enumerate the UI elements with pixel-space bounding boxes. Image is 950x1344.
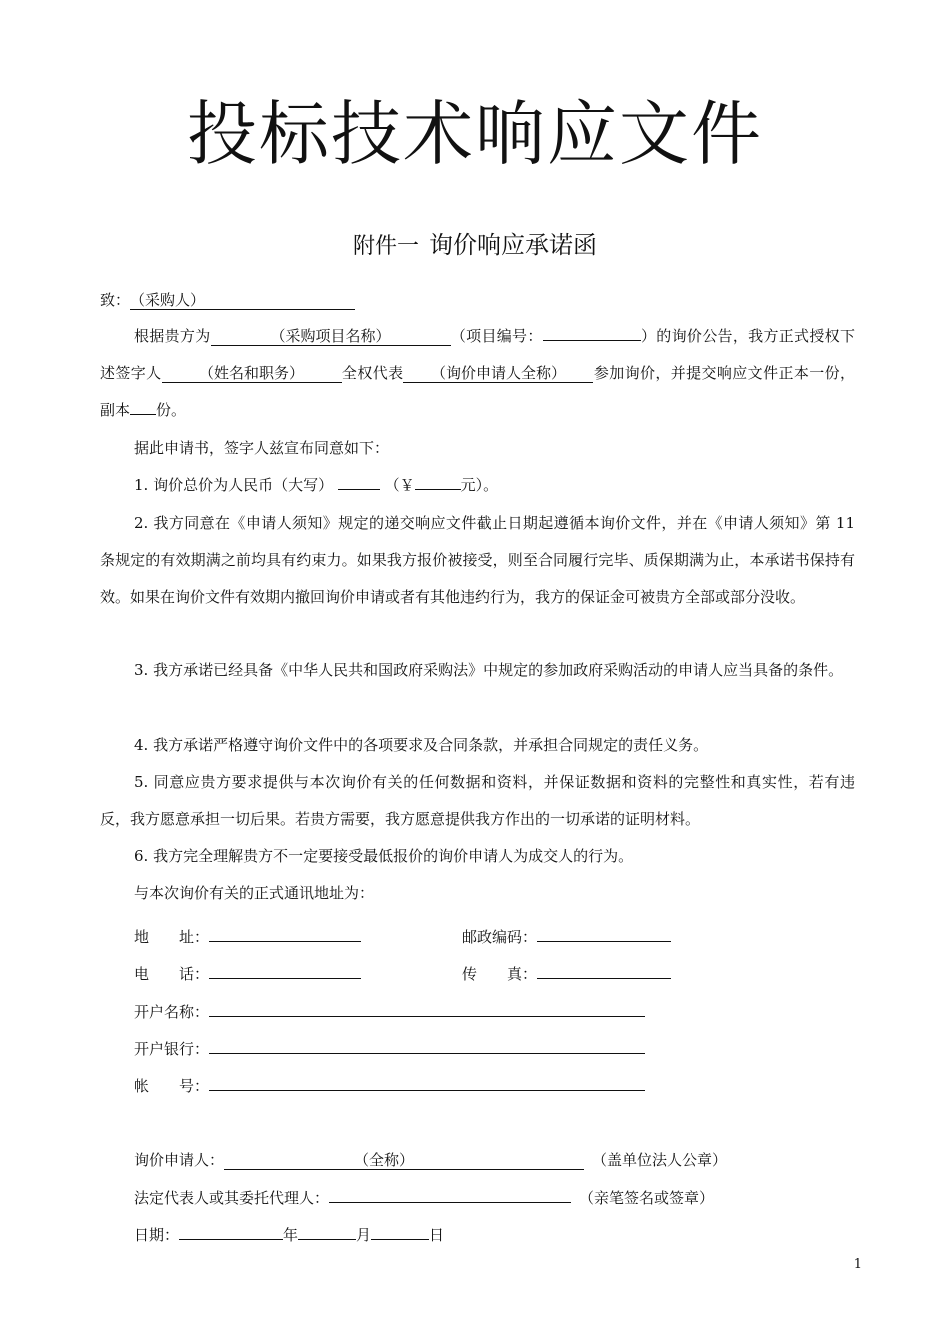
text: （￥	[384, 476, 415, 494]
month-label: 月	[356, 1226, 372, 1244]
year-field[interactable]	[179, 1223, 283, 1240]
contact-intro: 与本次询价有关的正式通讯地址为：	[134, 884, 375, 902]
account-name-field[interactable]	[209, 1000, 645, 1017]
bank-row	[134, 1037, 645, 1059]
fax-row	[462, 962, 671, 984]
text: 参加询价，并提交响应文件正本一份，副本	[100, 364, 855, 419]
text: （项目编号：	[450, 327, 543, 345]
total-price-number-field[interactable]	[415, 473, 461, 490]
year-label: 年	[283, 1226, 299, 1244]
representative-label: 法定代表人或其委托代理人：	[134, 1189, 330, 1207]
postcode-label: 邮政编码：	[462, 928, 538, 946]
fax-field[interactable]	[537, 962, 671, 979]
project-name-field[interactable]	[211, 327, 451, 346]
document-title: 投标技术响应文件	[187, 93, 763, 175]
declaration-intro: 据此申请书，签字人兹宣布同意如下：	[134, 439, 390, 457]
attachment-prefix: 附件一	[352, 234, 419, 259]
applicant-sign-field[interactable]	[224, 1151, 584, 1170]
bank-field[interactable]	[209, 1037, 645, 1054]
text: 根据贵方为	[134, 327, 211, 345]
authorization-paragraph	[100, 318, 855, 429]
item-2: 2. 我方同意在《申请人须知》规定的递交响应文件截止日期起遵循本询价文件，并在《申请人须知》第 11 条规定的有效期满之前均具有约束力。如果我方报价被接受，则至合同履行完毕、质保期满为止，本承诺书保持有效。如果在询价文件有效期内撤回询价申请或者有其他违约行为，我方的保证金可被贵方全部或部分没收。	[100, 514, 855, 606]
address-label: 地 址：	[134, 928, 210, 946]
addressee-field[interactable]	[130, 291, 355, 310]
account-name-row	[134, 1000, 645, 1022]
applicant-sign-label: 询价申请人：	[134, 1151, 225, 1169]
account-number-label: 帐 号：	[134, 1077, 210, 1095]
month-field[interactable]	[298, 1223, 356, 1240]
copies-field[interactable]	[130, 398, 156, 415]
text: ）的询价公告，我方正式授权下述签字人	[100, 327, 855, 382]
project-name-placeholder: （采购项目名称）	[270, 327, 391, 345]
applicant-sign-placeholder: （全称）	[354, 1151, 415, 1169]
signature-note: （亲笔签名或签章）	[579, 1189, 715, 1207]
page-number: 1	[853, 1257, 862, 1272]
item-5: 5. 同意应贵方要求提供与本次询价有关的任何数据和资料，并保证数据和资料的完整性和真实性，若有违反，我方愿意承担一切后果。若贵方需要，我方愿意提供我方作出的一切承诺的证明材料。	[100, 773, 855, 828]
project-number-field[interactable]	[543, 324, 641, 341]
item-6: 6. 我方完全理解贵方不一定要接受最低报价的询价申请人为成交人的行为。	[134, 847, 634, 865]
day-field[interactable]	[371, 1223, 429, 1240]
item-1	[100, 467, 855, 504]
postcode-row	[462, 925, 671, 947]
applicant-placeholder: （询价申请人全称）	[430, 364, 566, 382]
representative-sign-row	[134, 1186, 714, 1208]
applicant-seal-note: （盖单位法人公章）	[592, 1151, 728, 1169]
text: 元）。	[460, 476, 499, 494]
account-number-field[interactable]	[209, 1074, 645, 1091]
item-3: 3. 我方承诺已经具备《中华人民共和国政府采购法》中规定的参加政府采购活动的申请人应当具备的条件。	[134, 661, 844, 679]
phone-row	[134, 962, 361, 984]
attachment-heading	[0, 225, 950, 260]
signer-placeholder: （姓名和职务）	[199, 364, 305, 382]
addressee-line	[100, 290, 355, 310]
applicant-fullname-field[interactable]	[403, 364, 593, 383]
bank-label: 开户银行：	[134, 1040, 210, 1058]
date-label: 日期：	[134, 1226, 180, 1244]
total-price-words-field[interactable]	[338, 473, 380, 490]
text: 全权代表	[341, 364, 404, 382]
account-number-row	[134, 1074, 645, 1096]
address-row	[134, 925, 361, 947]
postcode-field[interactable]	[537, 925, 671, 942]
addressee-label: 致：	[100, 291, 131, 309]
account-name-label: 开户名称：	[134, 1003, 210, 1021]
addressee-placeholder: （采购人）	[130, 291, 206, 309]
phone-label: 电 话：	[134, 965, 210, 983]
signer-field[interactable]	[162, 364, 342, 383]
text: 份。	[156, 401, 187, 419]
item-4: 4. 我方承诺严格遵守询价文件中的各项要求及合同条款，并承担合同规定的责任义务。	[134, 736, 709, 754]
representative-field[interactable]	[329, 1186, 571, 1203]
applicant-sign-row	[134, 1150, 727, 1170]
fax-label: 传 真：	[462, 965, 538, 983]
attachment-title: 询价响应承诺函	[429, 231, 597, 259]
text: 1. 询价总价为人民币（大写）	[134, 476, 334, 494]
phone-field[interactable]	[209, 962, 361, 979]
address-field[interactable]	[209, 925, 361, 942]
day-label: 日	[429, 1226, 445, 1244]
date-row	[134, 1223, 444, 1245]
